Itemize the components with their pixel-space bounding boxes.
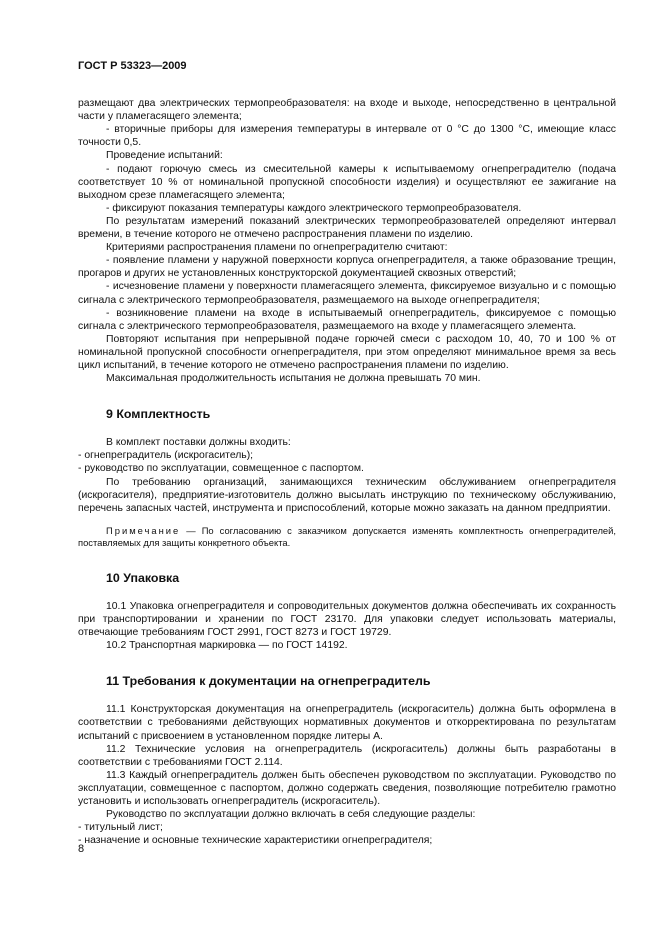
paragraph: По требованию организаций, занимающихся техническим обслуживанием огнепреградителя (искрогасителя), предприятие-изготовитель должно высылать инструкцию по техническому обслуживанию, перечень запасных частей, инструмента и приспособлений, которые можно заказать на данном предприятии. (78, 476, 616, 514)
note-text: — По согласованию с заказчиком допускается изменять комплектность огнепреградителей, поставляемых для защиты конкретного объекта. (78, 524, 616, 548)
page-number: 8 (78, 843, 85, 855)
list-item: - титульный лист; (78, 822, 163, 834)
paragraph: Руководство по эксплуатации должно включать в себя следующие разделы: (106, 809, 476, 821)
paragraph: Повторяют испытания при непрерывной подаче горючей смеси с расходом 10, 40, 70 и 100 % от номинальной пропускной способности огнепреградителя, при этом определяют минимальное время за весь цикл испытаний, в течение которого не отмечено распространения пламени по изделию. (78, 333, 616, 371)
paragraph: 11.2 Технические условия на огнепреградитель (искрогаситель) должны быть разработаны в соответствии с требованиями ГОСТ 2.114. (78, 743, 616, 768)
list-item: - назначение и основные технические характеристики огнепреградителя; (78, 835, 433, 847)
section-11 (78, 703, 616, 847)
list-item: - возникновение пламени на входе в испытываемый огнепреградитель, фиксируемое с помощью сигнала с электрического термопреобразователя, размещаемого на входе у пламегасящего элемента. (78, 307, 616, 332)
list-item: - фиксируют показания температуры каждого электрического термопреобразователя. (106, 202, 522, 214)
section-8-continuation (78, 97, 616, 385)
paragraph: В комплект поставки должны входить: (106, 437, 291, 449)
document-header: ГОСТ Р 53323—2009 (78, 60, 187, 72)
list-item: - подают горючую смесь из смесительной камеры к испытываемому огнепреградителю (подача соответствует 10 % от номинальной пропускной способности изделия) и осуществляют ее зажигание на выходном срезе пламегасящего элемента; (78, 163, 616, 201)
section-11-title: 11 Требования к документации на огнепреградитель (106, 674, 431, 689)
note-label: Примечание (106, 524, 181, 536)
section-9 (78, 436, 616, 549)
paragraph: Проведение испытаний: (106, 150, 223, 162)
paragraph: 10.1 Упаковка огнепреградителя и сопроводительных документов должна обеспечивать их сохранность при транспортировании и хранении по ГОСТ 23170. Для упаковки следует использовать материалы, отвечающие требованиям ГОСТ 2991, ГОСТ 8273 и ГОСТ 19729. (78, 600, 616, 639)
paragraph: 10.2 Транспортная маркировка — по ГОСТ 14192. (106, 640, 348, 652)
list-item: - появление пламени у наружной поверхности корпуса огнепреградителя, а также образование трещин, прогаров и других не установленных конструкторской документацией сквозных отверстий; (78, 255, 616, 280)
section-10 (78, 600, 616, 652)
document-page (78, 60, 616, 847)
list-item: - вторичные приборы для измерения температуры в интервале от 0 °С до 1300 °С, имеющие класс точности 0,5. (78, 124, 616, 149)
paragraph: 11.1 Конструкторская документация на огнепреградитель (искрогаситель) должна быть оформлена в соответствии с требованиями действующих нормативных документов и откорректирована по результатам испытаний с присвоением в установленном порядке литеры А. (78, 704, 616, 742)
note (78, 525, 616, 549)
paragraph: Критериями распространения пламени по огнепреградителю считают: (106, 242, 448, 254)
list-item: - исчезновение пламени у поверхности пламегасящего элемента, фиксируемое визуально и с помощью сигнала с электрического термопреобразователя, размещаемого на выходе огнепреградителя; (78, 281, 616, 306)
paragraph: По результатам измерений показаний электрических термопреобразователей определяют интервал времени, в течение которого не отмечено распространения пламени по изделию. (78, 215, 616, 241)
paragraph: размещают два электрических термопреобразователя: на входе и выходе, непосредственно в центральной части у пламегасящего элемента; (78, 98, 616, 123)
section-9-title: 9 Комплектность (106, 407, 211, 422)
section-10-title: 10 Упаковка (106, 570, 180, 585)
paragraph: 11.3 Каждый огнепреградитель должен быть обеспечен руководством по эксплуатации. Руководство по эксплуатации, совмещенное с паспортом, должно содержать сведения, позволяющие потребителю грамотно установить и использовать огнепреградитель (искрогаситель). (78, 769, 616, 808)
list-item: - огнепреградитель (искрогаситель); (78, 450, 254, 462)
paragraph: Максимальная продолжительность испытания не должна превышать 70 мин. (106, 373, 481, 385)
list-item: - руководство по эксплуатации, совмещенное с паспортом. (78, 463, 364, 475)
